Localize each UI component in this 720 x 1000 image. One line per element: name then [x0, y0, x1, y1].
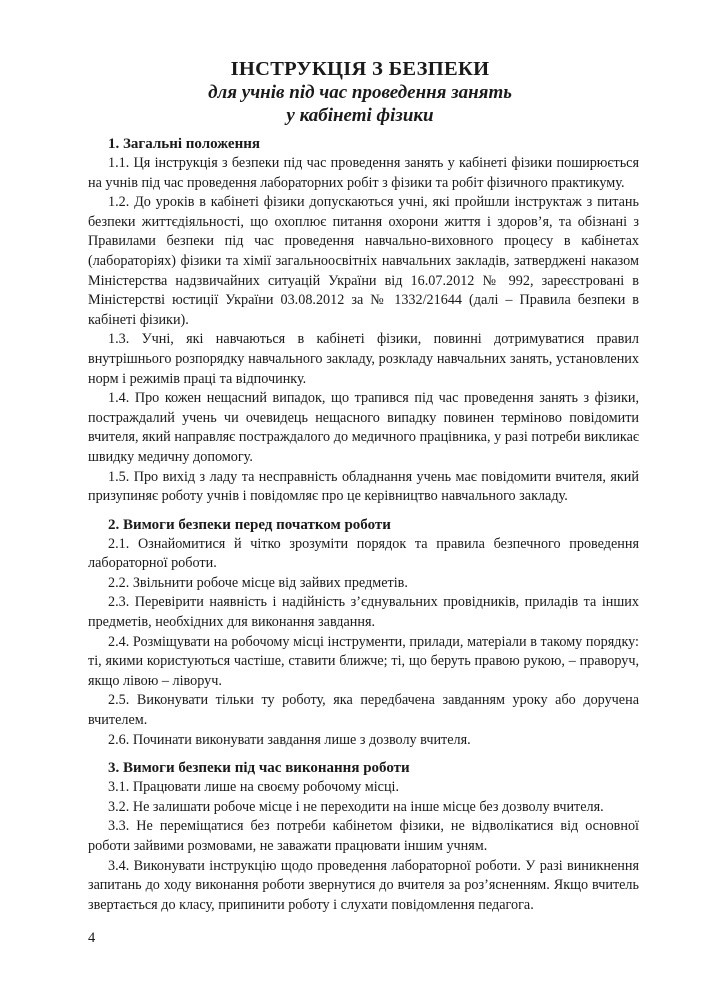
document-header [0, 58, 720, 127]
document-subtitle-line1: для учнів під час проведення занять [208, 82, 512, 103]
document-body [88, 134, 639, 915]
paragraph-2-4: 2.4. Розміщувати на робочому місці інструменти, прилади, матеріали в такому порядку: ті, якими користуються частіше, ставити ближче; ті, що беруть правою рукою, – праворуч, якщо лівою – ліворуч. [88, 633, 639, 689]
paragraph-1-4: 1.4. Про кожен нещасний випадок, що трапився під час проведення занять з фізики, постраждалий учень чи очевидець нещасного випадку повинен терміново повідомити вчителя, який направляє постраждалого до медичного працівника, у разі потреби викликає швидку медичну допомогу. [88, 390, 639, 465]
paragraph-2-2: 2.2. Звільнити робоче місце від зайвих предметів. [108, 574, 408, 591]
section-heading-before-work: 2. Вимоги безпеки перед початком роботи [108, 516, 391, 533]
paragraph-2-6: 2.6. Починати виконувати завдання лише з дозволу вчителя. [108, 731, 471, 748]
paragraph-3-2: 3.2. Не залишати робоче місце і не переходити на інше місце без дозволу вчителя. [108, 798, 604, 815]
section-heading-general: 1. Загальні положення [108, 136, 260, 152]
paragraph-2-3: 2.3. Перевірити наявність і надійність з’єднувальних провідників, приладів та інших предметів, необхідних для виконання завдання. [88, 594, 639, 631]
document-title: ІНСТРУКЦІЯ З БЕЗПЕКИ [230, 58, 490, 80]
paragraph-2-1: 2.1. Ознайомитися й чітко зрозуміти порядок та правила безпечного проведення лабораторної роботи. [88, 535, 639, 572]
document-subtitle-line2: у кабінеті фізики [286, 105, 434, 126]
paragraph-1-3: 1.3. Учні, які навчаються в кабінеті фізики, повинні дотримуватися правил внутрішнього розпорядку навчального закладу, розкладу навчальних занять, установлених норм і режимів праці та відпочинку. [88, 331, 639, 387]
paragraph-3-1: 3.1. Працювати лише на своєму робочому місці. [108, 779, 400, 796]
paragraph-2-5: 2.5. Виконувати тільки ту роботу, яка передбачена завданням уроку або доручена вчителем. [88, 692, 639, 729]
paragraph-1-1: 1.1. Ця інструкція з безпеки під час проведення занять у кабінеті фізики поширюється на учнів під час проведення лабораторних робіт з фізики та робіт фізичного практикуму. [88, 155, 639, 191]
paragraph-3-3: 3.3. Не переміщатися без потреби кабінетом фізики, не відволікатися від основної роботи зайвими розмовами, не заважати працювати іншим учням. [88, 818, 639, 854]
paragraph-1-5: 1.5. Про вихід з ладу та несправність обладнання учень має повідомити вчителя, який призупиняє роботу учнів і повідомляє про це керівництво навчального закладу. [88, 468, 639, 505]
paragraph-3-4: 3.4. Виконувати інструкцію щодо проведення лабораторної роботи. У разі виникнення запитань до ходу виконання роботи звернутися до вчителя за роз’ясненням. Якщо вчитель звертається до класу, припинити роботу і слухати повідомлення педагога. [88, 857, 639, 913]
page-number: 4 [88, 930, 96, 946]
paragraph-1-2: 1.2. До уроків в кабінеті фізики допускаються учні, які пройшли інструктаж з питань безпеки життєдіяльності, що охоплює питання охорони життя і здоров’я, та обізнані з Правилами безпеки під час проведення навчально-виховного процесу в кабінетах (лабораторіях) фізики та хімії загальноосвітніх навчальних закладів, затверджені наказом Міністерства надзвичайних ситуацій України від 16.07.2012 № 992, зареєстровані в Міністерстві юстиції України 03.08.2012 за № 1332/21644 (далі – Правила безпеки в кабінеті фізики). [88, 194, 639, 328]
section-heading-during-work: 3. Вимоги безпеки під час виконання роботи [108, 760, 410, 777]
